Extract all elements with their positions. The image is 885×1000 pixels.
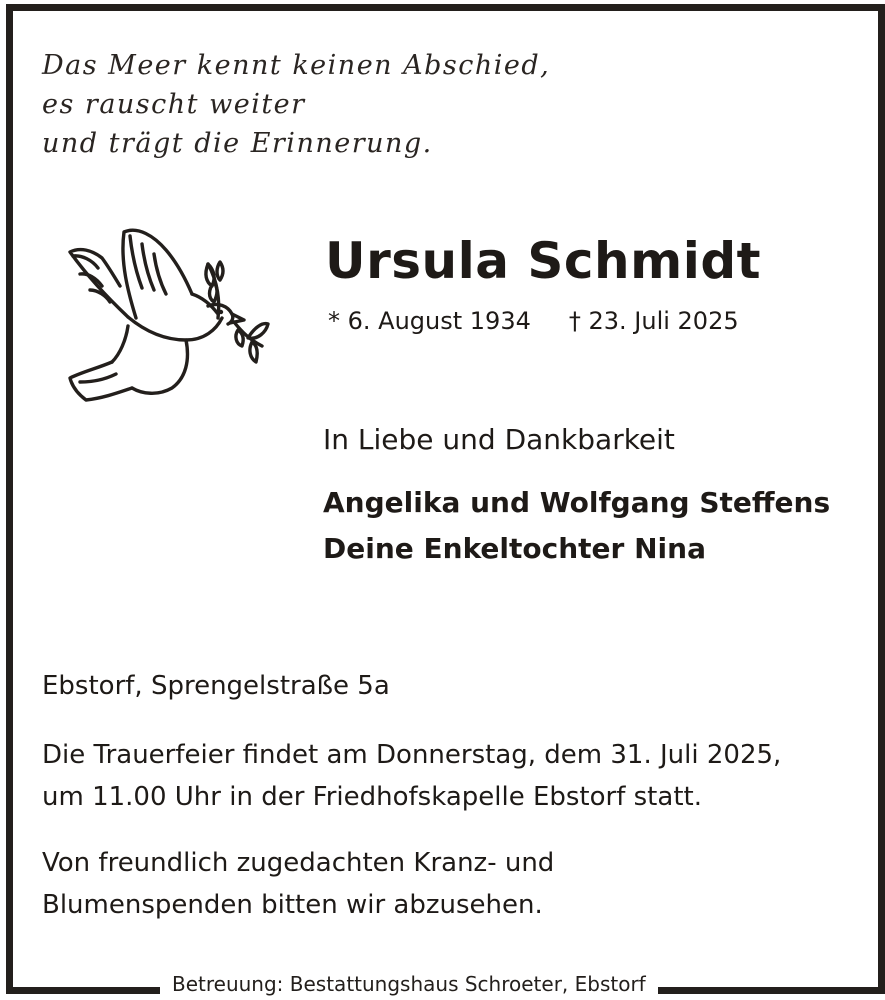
- flowers-line: Blumenspenden bitten wir abzusehen.: [42, 890, 543, 920]
- address: Ebstorf, Sprengelstraße 5a: [42, 671, 390, 701]
- service-line: um 11.00 Uhr in der Friedhofskapelle Ebstorf statt.: [42, 782, 702, 812]
- dove-with-olive-branch-icon: [58, 222, 270, 406]
- deceased-name: Ursula Schmidt: [325, 232, 762, 290]
- funeral-service-notice: [42, 734, 781, 818]
- mourners-list: [323, 480, 830, 572]
- funeral-home-credit: Betreuung: Bestattungshaus Schroeter, Ebstorf: [160, 968, 658, 1000]
- service-line: Die Trauerfeier findet am Donnerstag, dem 31. Juli 2025,: [42, 740, 782, 770]
- motto-line: Das Meer kennt keinen Abschied,: [42, 50, 551, 81]
- dedication: In Liebe und Dankbarkeit: [323, 423, 675, 456]
- mourner-line: Deine Enkeltochter Nina: [323, 532, 706, 565]
- motto-line: es rauscht weiter: [42, 89, 306, 120]
- motto-line: und trägt die Erinnerung.: [42, 128, 433, 159]
- death-date: † 23. Juli 2025: [568, 307, 739, 335]
- birth-date: * 6. August 1934: [328, 307, 531, 335]
- mourner-line: Angelika und Wolfgang Steffens: [323, 486, 831, 519]
- flower-donation-note: [42, 842, 554, 926]
- motto-verse: [42, 46, 550, 163]
- flowers-line: Von freundlich zugedachten Kranz- und: [42, 848, 555, 878]
- life-dates: [328, 303, 739, 339]
